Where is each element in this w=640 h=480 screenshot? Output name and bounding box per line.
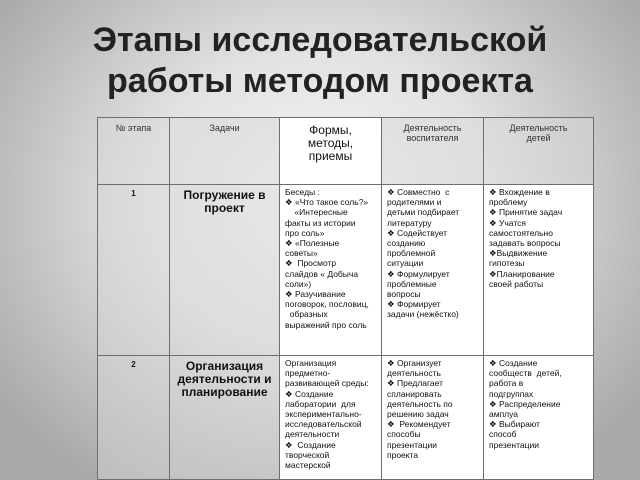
slide-title — [0, 20, 640, 102]
cell-line: Погружение в — [183, 188, 266, 202]
cell-line: ❖ Выбирают — [489, 419, 540, 430]
cell-line: проект — [204, 201, 245, 215]
cell-line: ❖ Создание — [489, 358, 538, 368]
header-stage-number: № этапа — [98, 118, 170, 185]
cell-line: ❖Выдвижение — [489, 248, 548, 259]
cell-line: ❖ Принятие задач — [489, 207, 563, 218]
cell-line: ❖ Учатся — [489, 217, 527, 228]
children-activity-cell — [484, 185, 594, 356]
cell-line: детей — [526, 133, 551, 143]
cell-line: ❖ Предлагает — [387, 378, 443, 389]
cell-line: ❖ Вхождение в — [489, 187, 550, 197]
cell-line: ❖ Распределение — [489, 398, 561, 409]
cell-line: задавать вопросы — [489, 238, 561, 249]
header-forms-methods — [280, 118, 382, 185]
title-line-1: Этапы исследовательской — [92, 21, 548, 59]
cell-line: ❖ Совместно с — [387, 187, 450, 197]
teacher-activity-cell — [382, 185, 484, 356]
cell-line: творческой — [285, 449, 330, 460]
cell-line: проблемные — [387, 278, 437, 289]
cell-line: спланировать — [387, 388, 442, 399]
stage-task — [170, 356, 280, 480]
stage-task — [170, 185, 280, 356]
forms-methods-cell — [280, 185, 382, 356]
cell-line: родителями и — [387, 197, 442, 208]
header-children-activity — [484, 118, 594, 185]
cell-line: слайдов « Добыча — [285, 268, 359, 279]
table-row-stage-1 — [98, 185, 594, 356]
cell-line: мастерской — [285, 460, 331, 471]
cell-line: Формы, — [309, 123, 352, 137]
cell-line: ситуации — [387, 258, 424, 269]
cell-line: проблему — [489, 197, 528, 208]
project-stages-table — [97, 117, 594, 480]
cell-line: ❖ Разучивание — [285, 289, 346, 300]
cell-line: воспитателя — [406, 133, 459, 143]
cell-line: советы» — [285, 248, 318, 259]
cell-line: проблемной — [387, 248, 436, 259]
cell-line: ❖Планирование — [489, 268, 555, 279]
cell-line: литературу — [387, 217, 432, 228]
cell-line: выражений про соль — [285, 319, 367, 330]
cell-line: ❖ Содействует — [387, 227, 448, 238]
cell-line: исследовательской — [285, 419, 362, 430]
cell-line: ❖ «Полезные — [285, 238, 340, 249]
cell-line: своей работы — [489, 278, 544, 289]
cell-line: Деятельность — [403, 123, 462, 133]
cell-line: ❖ Просмотр — [285, 258, 337, 269]
cell-line: амплуа — [489, 409, 519, 420]
cell-line: экспериментально- — [285, 409, 362, 420]
forms-methods-cell — [280, 356, 382, 480]
cell-line: соли») — [285, 278, 312, 289]
cell-line: «Интересные — [285, 207, 348, 218]
cell-line: способы — [387, 429, 421, 440]
stage-number: 1 — [98, 185, 170, 356]
cell-line: подгруппах — [489, 388, 534, 399]
header-tasks: Задачи — [170, 118, 280, 185]
cell-line: самостоятельно — [489, 227, 553, 238]
cell-line: детьми подбирает — [387, 207, 460, 218]
cell-line: решению задач — [387, 409, 449, 420]
cell-line: проекта — [387, 449, 419, 460]
cell-line: про соль» — [285, 227, 325, 238]
cell-line: развивающей среды: — [285, 378, 369, 389]
header-teacher-activity — [382, 118, 484, 185]
table-row-stage-2 — [98, 356, 594, 480]
cell-line: ❖ Формирует — [387, 299, 441, 310]
cell-line: факты из истории — [285, 217, 356, 228]
title-line-2: работы методом проекта — [107, 62, 533, 100]
cell-line: ❖ «Что такое соль?» — [285, 197, 369, 208]
cell-line: ❖ Рекомендует — [387, 419, 451, 430]
cell-line: методы, — [307, 136, 354, 150]
cell-line: сообществ детей, — [489, 368, 562, 379]
cell-line: деятельность по — [387, 398, 453, 409]
cell-line: планирование — [181, 385, 268, 399]
cell-line: ❖ Создание — [285, 388, 334, 399]
cell-line: презентации — [489, 439, 539, 450]
cell-line: Организация — [185, 359, 264, 373]
cell-line: предметно- — [285, 368, 331, 379]
cell-line: способ — [489, 429, 517, 440]
cell-line: вопросы — [387, 289, 421, 300]
cell-line: Организация — [285, 358, 337, 368]
teacher-activity-cell — [382, 356, 484, 480]
cell-line: деятельность — [387, 368, 441, 379]
children-activity-cell — [484, 356, 594, 480]
cell-line: поговорок, пословиц, — [285, 299, 369, 310]
cell-line: Беседы : — [285, 187, 320, 197]
cell-line: ❖ Создание — [285, 439, 336, 450]
cell-line: созданию — [387, 238, 426, 249]
cell-line: гипотезы — [489, 258, 525, 269]
cell-line: задачи (нежёстко) — [387, 309, 459, 320]
cell-line: работа в — [489, 378, 524, 389]
cell-line: образных — [285, 309, 328, 320]
cell-line: ❖ Организует — [387, 358, 442, 368]
cell-line: деятельности и — [177, 372, 272, 386]
cell-line: ❖ Формулирует — [387, 268, 450, 279]
stage-number: 2 — [98, 356, 170, 480]
cell-line: приемы — [308, 149, 353, 163]
cell-line: презентации — [387, 439, 437, 450]
cell-line: деятельности — [285, 429, 340, 440]
cell-line: Деятельность — [509, 123, 568, 133]
cell-line: лаборатории для — [285, 398, 356, 409]
table-header-row — [98, 118, 594, 185]
